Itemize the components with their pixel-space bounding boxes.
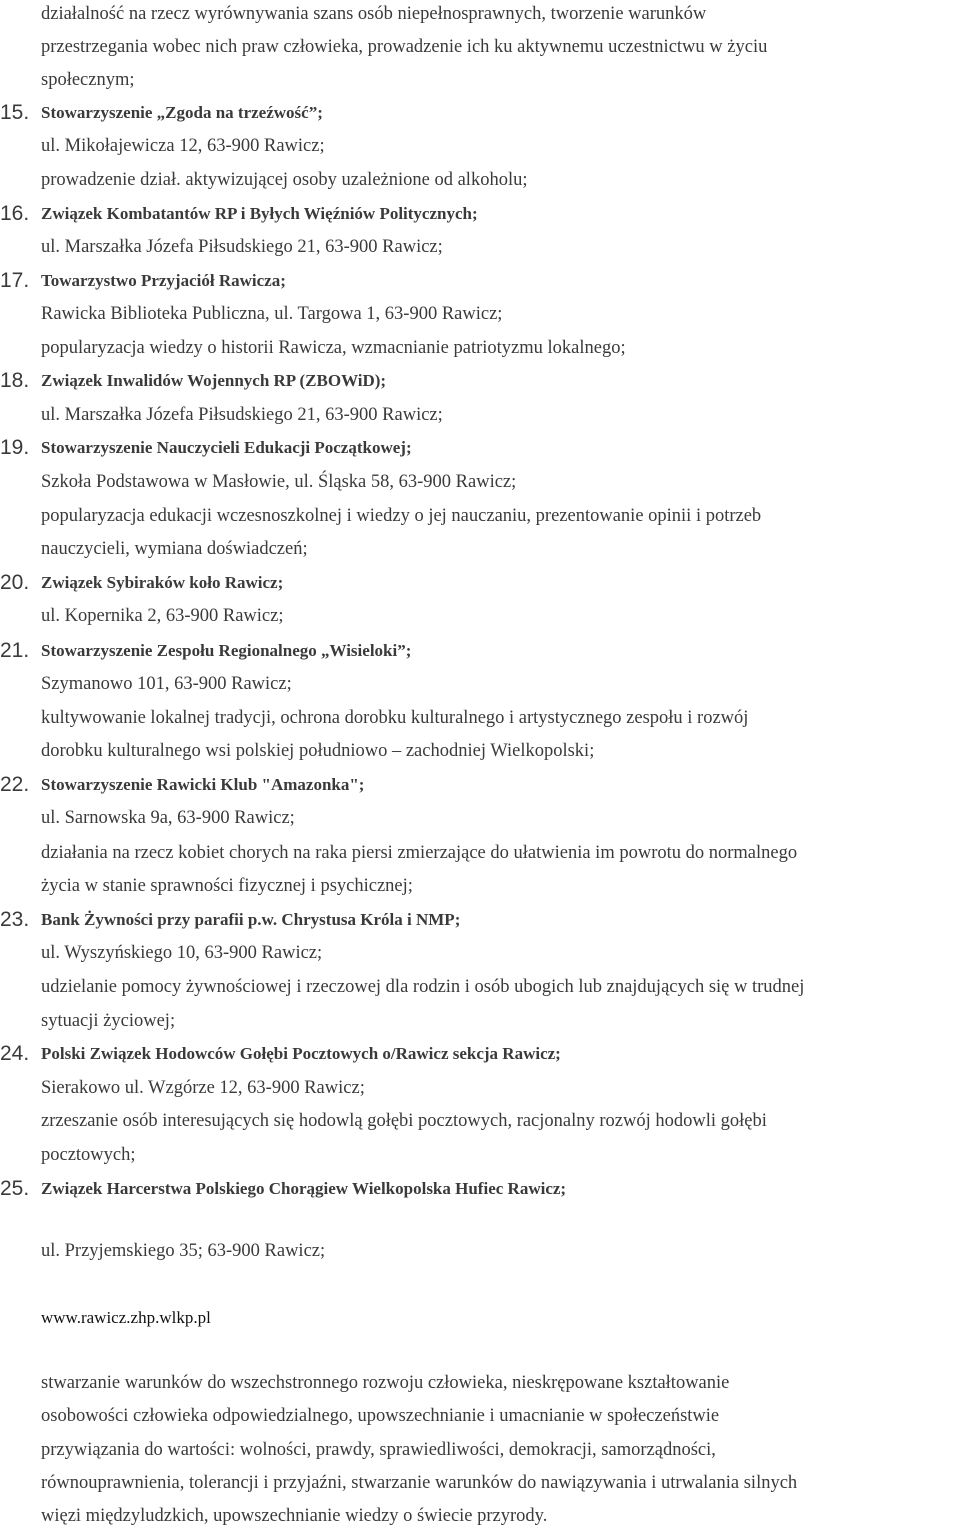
item-number: 17. [0, 269, 30, 292]
organization-name: Towarzystwo Przyjaciół Rawicza; [41, 271, 286, 290]
item-number: 22. [0, 773, 30, 796]
item-number: 21. [0, 639, 30, 662]
item-number: 15. [0, 101, 30, 124]
text-line: ul. Przyjemskiego 35; 63-900 Rawicz; [41, 1241, 326, 1261]
text-line: popularyzacja edukacji wczesnoszkolnej i wiedzy o jej nauczaniu, prezentowanie opinii i potrzeb [41, 506, 762, 526]
text-line: udzielanie pomocy żywnościowej i rzeczowej dla rodzin i osób ubogich lub znajdujących się w trudnej [41, 977, 805, 997]
text-line: więzi międzyludzkich, upowszechnianie wiedzy o świecie przyrody. [41, 1506, 548, 1526]
organization-name: Związek Inwalidów Wojennych RP (ZBOWiD); [41, 371, 387, 390]
text-line: przestrzegania wobec nich praw człowieka, prowadzenie ich ku aktywnemu uczestnictwu w życiu [41, 37, 768, 57]
text-line: Sierakowo ul. Wzgórze 12, 63-900 Rawicz; [41, 1078, 365, 1098]
text-line: kultywowanie lokalnej tradycji, ochrona dorobku kulturalnego i artystycznego zespołu i rozwój [41, 708, 749, 728]
item-number: 20. [0, 571, 30, 594]
text-line: stwarzanie warunków do wszechstronnego rozwoju człowieka, nieskrępowane kształtowanie [41, 1373, 730, 1393]
item-number: 16. [0, 202, 30, 225]
organization-name: Związek Harcerstwa Polskiego Chorągiew Wielkopolska Hufiec Rawicz; [41, 1179, 567, 1198]
text-line: prowadzenie dział. aktywizującej osoby uzależnione od alkoholu; [41, 170, 528, 190]
text-line: życia w stanie sprawności fizycznej i psychicznej; [41, 876, 413, 896]
text-line: równouprawnienia, tolerancji i przyjaźni, stwarzanie warunków do nawiązywania i utrwalania silnych [41, 1473, 798, 1493]
text-line: Szymanowo 101, 63-900 Rawicz; [41, 674, 292, 694]
item-number: 18. [0, 369, 30, 392]
text-line: popularyzacja wiedzy o historii Rawicza, wzmacnianie patriotyzmu lokalnego; [41, 338, 626, 358]
text-line: Szkoła Podstawowa w Masłowie, ul. Śląska 58, 63-900 Rawicz; [41, 472, 517, 492]
text-line: działania na rzecz kobiet chorych na raka piersi zmierzające do ułatwienia im powrotu do normalnego [41, 843, 798, 863]
text-line: ul. Sarnowska 9a, 63-900 Rawicz; [41, 808, 295, 828]
organization-name: Związek Kombatantów RP i Byłych Więźniów Politycznych; [41, 204, 478, 223]
item-number: 24. [0, 1042, 30, 1065]
text-line: ul. Wyszyńskiego 10, 63-900 Rawicz; [41, 943, 323, 963]
text-line: działalność na rzecz wyrównywania szans osób niepełnosprawnych, tworzenie warunków [41, 4, 707, 24]
website-link[interactable]: www.rawicz.zhp.wlkp.pl [41, 1308, 211, 1327]
text-line: przywiązania do wartości: wolności, prawdy, sprawiedliwości, demokracji, samorządności, [41, 1440, 716, 1460]
item-number: 19. [0, 436, 30, 459]
item-number: 23. [0, 908, 30, 931]
text-line: ul. Mikołajewicza 12, 63-900 Rawicz; [41, 136, 325, 156]
text-line: ul. Marszałka Józefa Piłsudskiego 21, 63-900 Rawicz; [41, 405, 443, 425]
text-line: ul. Marszałka Józefa Piłsudskiego 21, 63-900 Rawicz; [41, 237, 443, 257]
text-line: nauczycieli, wymiana doświadczeń; [41, 539, 308, 559]
organization-name: Stowarzyszenie „Zgoda na trzeźwość”; [41, 103, 323, 122]
organization-name: Stowarzyszenie Rawicki Klub "Amazonka"; [41, 775, 365, 794]
text-line: społecznym; [41, 70, 135, 90]
organization-name: Polski Związek Hodowców Gołębi Pocztowych o/Rawicz sekcja Rawicz; [41, 1044, 561, 1063]
organization-name: Stowarzyszenie Zespołu Regionalnego „Wisieloki”; [41, 641, 412, 660]
text-line: ul. Kopernika 2, 63-900 Rawicz; [41, 606, 284, 626]
text-line: Rawicka Biblioteka Publiczna, ul. Targowa 1, 63-900 Rawicz; [41, 304, 503, 324]
text-line: dorobku kulturalnego wsi polskiej południowo – zachodniej Wielkopolski; [41, 741, 595, 761]
text-line: zrzeszanie osób interesujących się hodowlą gołębi pocztowych, racjonalny rozwój hodowli gołębi [41, 1111, 767, 1131]
text-line: sytuacji życiowej; [41, 1011, 176, 1031]
organization-name: Stowarzyszenie Nauczycieli Edukacji Początkowej; [41, 438, 412, 457]
organization-name: Związek Sybiraków koło Rawicz; [41, 573, 284, 592]
text-line: osobowości człowieka odpowiedzialnego, upowszechnianie i umacnianie w społeczeństwie [41, 1406, 720, 1426]
item-number: 25. [0, 1177, 30, 1200]
text-line: pocztowych; [41, 1145, 136, 1165]
organization-name: Bank Żywności przy parafii p.w. Chrystusa Króla i NMP; [41, 910, 461, 929]
